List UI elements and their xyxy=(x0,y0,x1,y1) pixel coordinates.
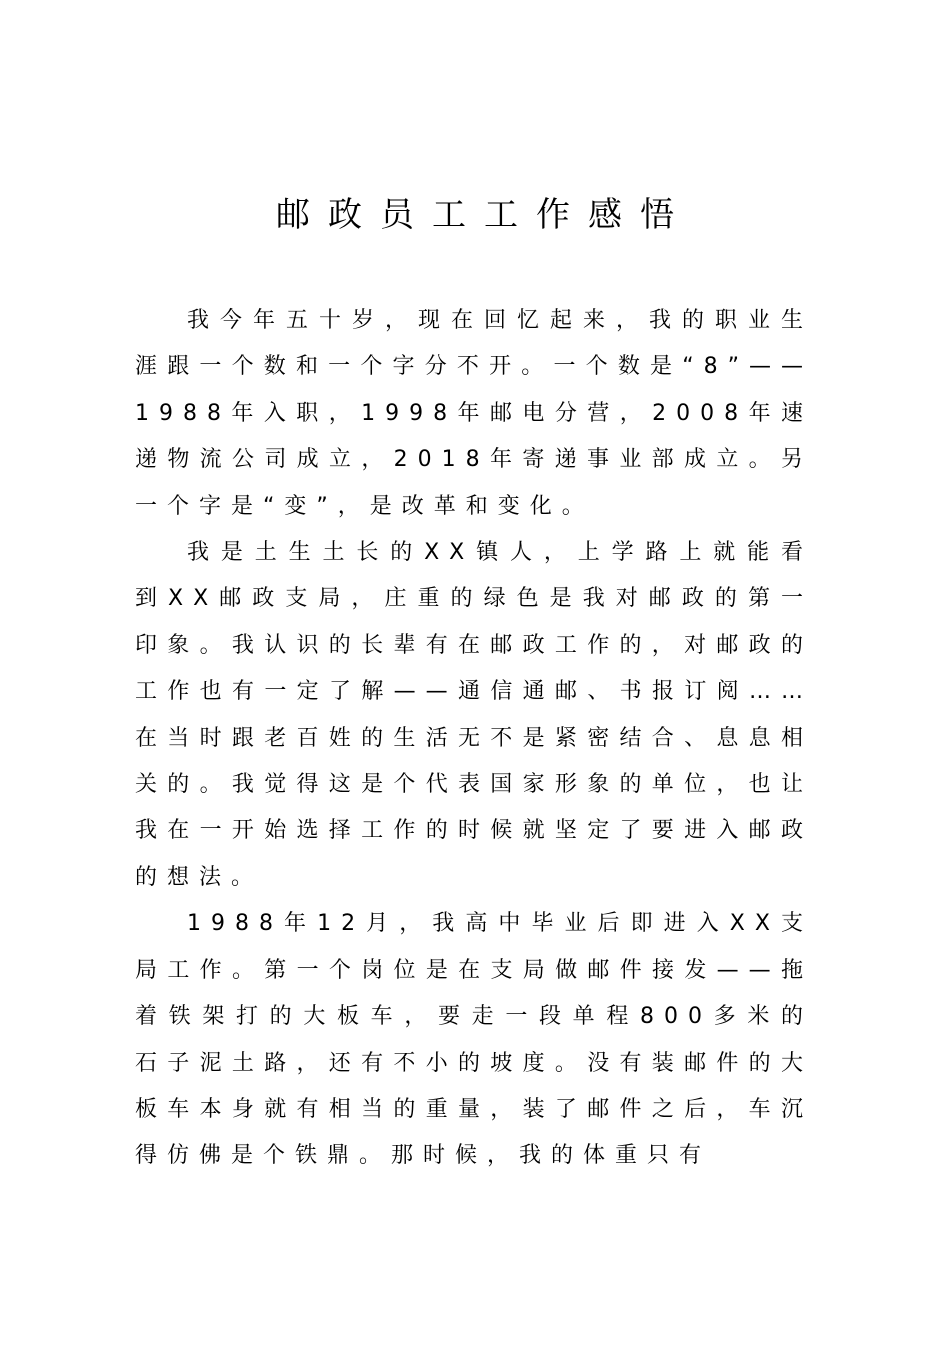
document-body xyxy=(135,298,813,1180)
paragraph: 1988年12月，我高中毕业后即进入XX支局工作。第一个岗位是在支局做邮件接发——拖着铁架打的大板车，要走一段单程800多米的石子泥土路，还有不小的坡度。没有装邮件的大板车本身就有相当的重量，装了邮件之后，车沉得仿佛是个铁鼎。那时候，我的体重只有 xyxy=(135,911,813,1169)
paragraph: 我今年五十岁，现在回忆起来，我的职业生涯跟一个数和一个字分不开。一个数是“8”——1988年入职，1998年邮电分营，2008年速递物流公司成立，2018年寄递事业部成立。另一个字是“变”，是改革和变化。 xyxy=(135,308,813,519)
paragraph: 我是土生土长的XX镇人，上学路上就能看到XX邮政支局，庄重的绿色是我对邮政的第一印象。我认识的长辈有在邮政工作的，对邮政的工作也有一定了解——通信通邮、书报订阅……在当时跟老百姓的生活无不是紧密结合、息息相关的。我觉得这是个代表国家形象的单位，也让我在一开始选择工作的时候就坚定了要进入邮政的想法。 xyxy=(135,540,813,890)
document-title: 邮政员工工作感悟 xyxy=(276,195,692,235)
